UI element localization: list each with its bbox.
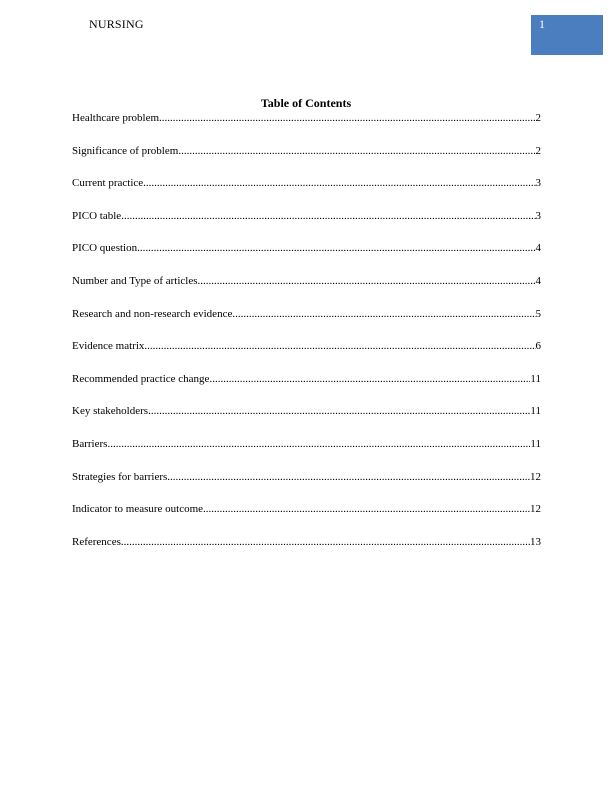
- toc-entry[interactable]: [72, 177, 541, 210]
- toc-entry[interactable]: [72, 275, 541, 308]
- toc-entry[interactable]: [72, 438, 541, 471]
- toc-entry-page[interactable]: 12: [530, 470, 541, 483]
- toc-entry-page[interactable]: 13: [530, 535, 541, 548]
- toc-entry-page[interactable]: 4: [535, 274, 541, 287]
- toc-entry-label[interactable]: Indicator to measure outcome: [72, 503, 204, 516]
- toc-dot-leader: [107, 438, 530, 450]
- toc-entry-page[interactable]: 11: [530, 405, 541, 418]
- toc-entry-page[interactable]: 5: [535, 307, 541, 320]
- toc-dot-leader: [148, 405, 530, 417]
- toc-entry[interactable]: [72, 503, 541, 536]
- toc-entry-page[interactable]: 3: [535, 177, 541, 190]
- toc-title: Table of Contents: [260, 96, 352, 110]
- toc-entry-page[interactable]: 4: [535, 242, 541, 255]
- toc-entry-page[interactable]: 6: [535, 340, 541, 353]
- toc-entry-label[interactable]: Recommended practice change: [72, 372, 210, 385]
- toc-dot-leader: [137, 242, 535, 254]
- toc-dot-leader: [121, 210, 535, 222]
- page-number-box: [531, 15, 603, 55]
- toc-entry[interactable]: [72, 210, 541, 243]
- toc-entry-page[interactable]: 3: [535, 209, 541, 222]
- toc-dot-leader: [144, 340, 535, 352]
- toc-entry-label[interactable]: Research and non-research evidence: [72, 307, 233, 320]
- toc-dot-leader: [167, 471, 530, 483]
- toc-dot-leader: [209, 373, 530, 385]
- toc-entry-label[interactable]: Evidence matrix: [72, 340, 145, 353]
- toc-entry-page[interactable]: 11: [530, 437, 541, 450]
- toc-entry[interactable]: [72, 471, 541, 504]
- table-of-contents: [72, 112, 541, 568]
- toc-entry[interactable]: [72, 340, 541, 373]
- toc-entry-label[interactable]: Current practice: [72, 177, 144, 190]
- toc-dot-leader: [159, 112, 535, 124]
- toc-dot-leader: [198, 275, 536, 287]
- toc-entry-label[interactable]: References: [72, 535, 121, 548]
- toc-entry[interactable]: [72, 145, 541, 178]
- toc-entry[interactable]: [72, 308, 541, 341]
- toc-dot-leader: [178, 145, 535, 157]
- toc-dot-leader: [203, 503, 530, 515]
- toc-entry[interactable]: [72, 405, 541, 438]
- toc-entry-page[interactable]: 2: [535, 112, 541, 124]
- toc-entry-label[interactable]: PICO table: [72, 209, 122, 222]
- toc-entry-page[interactable]: 12: [530, 503, 541, 516]
- toc-entry-label[interactable]: Barriers: [72, 437, 108, 450]
- toc-entry-label[interactable]: Healthcare problem: [72, 112, 160, 124]
- toc-dot-leader: [232, 308, 535, 320]
- toc-entry[interactable]: [72, 112, 541, 145]
- running-head: NURSING: [89, 17, 144, 31]
- toc-entry-label[interactable]: PICO question: [72, 242, 138, 255]
- toc-entry-page[interactable]: 2: [535, 144, 541, 157]
- toc-entry[interactable]: [72, 373, 541, 406]
- toc-entry-label[interactable]: Number and Type of articles: [72, 274, 198, 287]
- toc-entry-label[interactable]: Significance of problem: [72, 144, 179, 157]
- toc-entry[interactable]: [72, 242, 541, 275]
- toc-entry-page[interactable]: 11: [530, 372, 541, 385]
- toc-entry[interactable]: [72, 536, 541, 569]
- toc-entry-label[interactable]: Strategies for barriers: [72, 470, 168, 483]
- toc-dot-leader: [121, 536, 530, 548]
- toc-entry-label[interactable]: Key stakeholders: [72, 405, 149, 418]
- toc-dot-leader: [143, 177, 535, 189]
- page-number: 1: [539, 17, 545, 31]
